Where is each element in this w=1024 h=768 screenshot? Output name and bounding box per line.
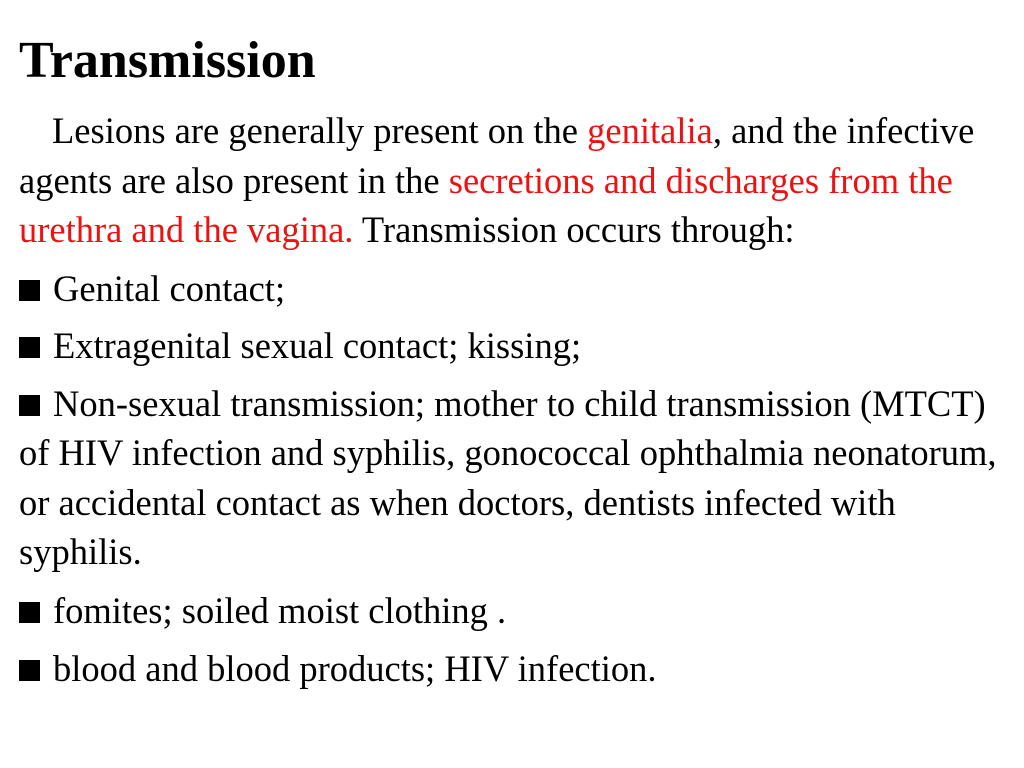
list-item xyxy=(19,321,1009,371)
list-item xyxy=(19,264,1009,314)
bullet-text: blood and blood products; HIV infection. xyxy=(53,648,657,689)
list-item xyxy=(19,586,1009,636)
intro-text-1: Lesions are generally present on the xyxy=(52,110,588,151)
intro-paragraph xyxy=(19,106,1009,255)
intro-highlight-secretions: secretions and discharges from the urethra and the vagina. xyxy=(19,159,953,250)
square-bullet-icon xyxy=(19,602,40,623)
square-bullet-icon xyxy=(19,660,40,681)
bullet-text: Non-sexual transmission; mother to child transmission (MTCT) of HIV infection and syphilis, gonococcal ophthalmia neonatorum, or accidental contact as when doctors, dentists infected with syphilis. xyxy=(19,382,997,572)
square-bullet-icon xyxy=(19,280,40,301)
intro-text-3: Transmission occurs through: xyxy=(353,209,795,250)
intro-highlight-genitalia: genitalia xyxy=(587,110,713,151)
square-bullet-icon xyxy=(19,337,40,358)
bullet-text: fomites; soiled moist clothing . xyxy=(53,589,507,631)
list-item xyxy=(19,379,1009,577)
slide-body xyxy=(19,106,1009,694)
intro-text-2: , and the infective agents are also present in the xyxy=(19,110,975,201)
slide-title: Transmission xyxy=(19,32,316,89)
transmission-list xyxy=(19,264,1009,694)
square-bullet-icon xyxy=(19,395,40,416)
bullet-text: Genital contact; xyxy=(53,267,286,309)
list-item xyxy=(19,644,1009,694)
bullet-text: Extragenital sexual contact; kissing; xyxy=(53,325,582,366)
